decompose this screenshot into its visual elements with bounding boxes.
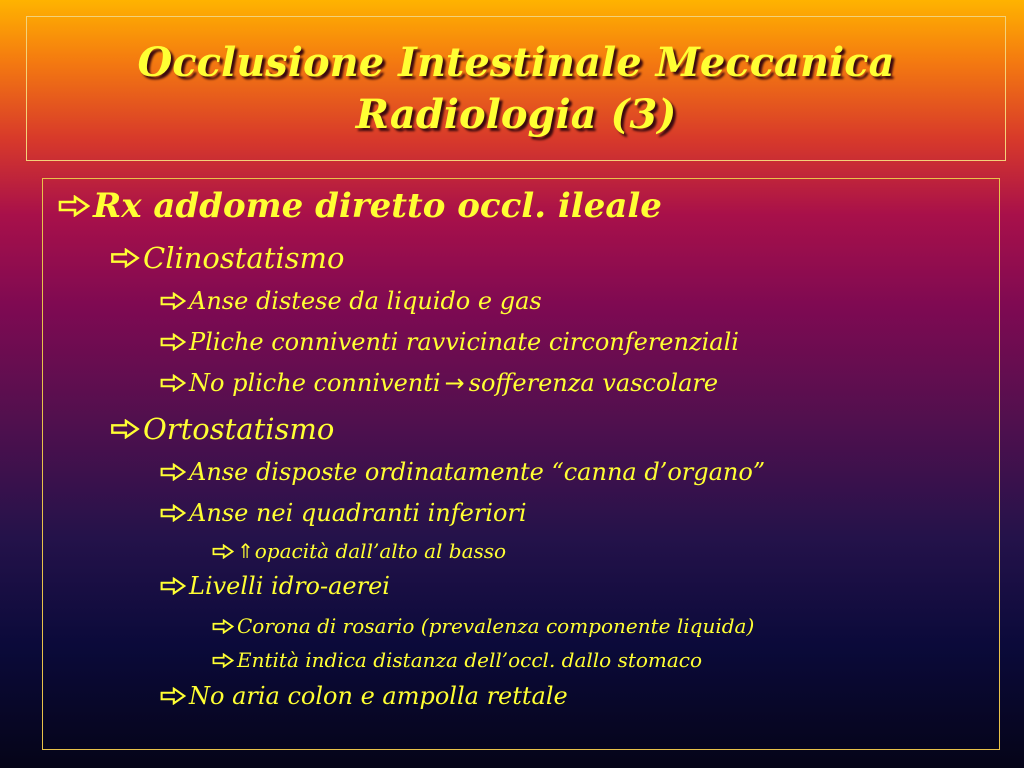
- title-frame: [26, 16, 1006, 161]
- bullet-arrow-icon: [160, 687, 186, 705]
- bullet-text: Anse disposte ordinatamente “canna d’organo”: [189, 458, 766, 486]
- bullet-ortostatismo: [110, 412, 334, 446]
- bullet-arrow-icon: [212, 544, 234, 559]
- bullet-text: No pliche conniventi: [189, 369, 441, 397]
- bullet-text: Ortostatismo: [143, 412, 335, 446]
- bullet-arrow-icon: [160, 333, 186, 351]
- bullet-arrow-icon: [58, 195, 90, 217]
- bullet-arrow-icon: [212, 653, 234, 668]
- bullet-text: Rx addome diretto occl. ileale: [93, 186, 662, 226]
- bullet-quadranti-inferiori: [160, 499, 527, 527]
- bullet-text: Clinostatismo: [143, 241, 345, 275]
- bullet-text: opacità dall’alto al basso: [254, 539, 507, 563]
- bullet-clinostatismo: [110, 241, 344, 275]
- bullet-arrow-icon: [110, 248, 140, 268]
- bullet-corona-rosario: [212, 614, 754, 638]
- bullet-arrow-icon: [160, 463, 186, 481]
- bullet-text: Anse nei quadranti inferiori: [189, 499, 527, 527]
- right-arrow-symbol: →: [444, 369, 465, 397]
- bullet-text: Entità indica distanza dell’occl. dallo stomaco: [237, 648, 703, 672]
- bullet-text: sofferenza vascolare: [468, 369, 719, 397]
- double-up-arrow-symbol: ⇑: [237, 539, 254, 563]
- bullet-arrow-icon: [110, 419, 140, 439]
- slide-title-line-1: Occlusione Intestinale Meccanica: [137, 38, 895, 86]
- bullet-entita-distanza: [212, 648, 702, 672]
- bullet-no-pliche: [160, 369, 718, 397]
- bullet-canna-organo: [160, 458, 765, 486]
- bullet-arrow-icon: [160, 374, 186, 392]
- bullet-rx-addome: [58, 186, 662, 226]
- bullet-text: Pliche conniventi ravvicinate circonferenziali: [189, 328, 739, 356]
- bullet-no-aria-colon: [160, 682, 568, 710]
- bullet-livelli-idro-aerei: [160, 572, 390, 600]
- bullet-text: No aria colon e ampolla rettale: [189, 682, 568, 710]
- bullet-opacita: [212, 539, 506, 563]
- bullet-pliche-ravvicinate: [160, 328, 739, 356]
- bullet-text: Corona di rosario (prevalenza componente liquida): [237, 614, 755, 638]
- bullet-arrow-icon: [212, 619, 234, 634]
- bullet-text: Livelli idro-aerei: [189, 572, 390, 600]
- bullet-arrow-icon: [160, 292, 186, 310]
- bullet-text: Anse distese da liquido e gas: [189, 287, 542, 315]
- slide-title-line-2: Radiologia (3): [355, 90, 677, 138]
- bullet-arrow-icon: [160, 577, 186, 595]
- bullet-anse-distese: [160, 287, 542, 315]
- bullet-arrow-icon: [160, 504, 186, 522]
